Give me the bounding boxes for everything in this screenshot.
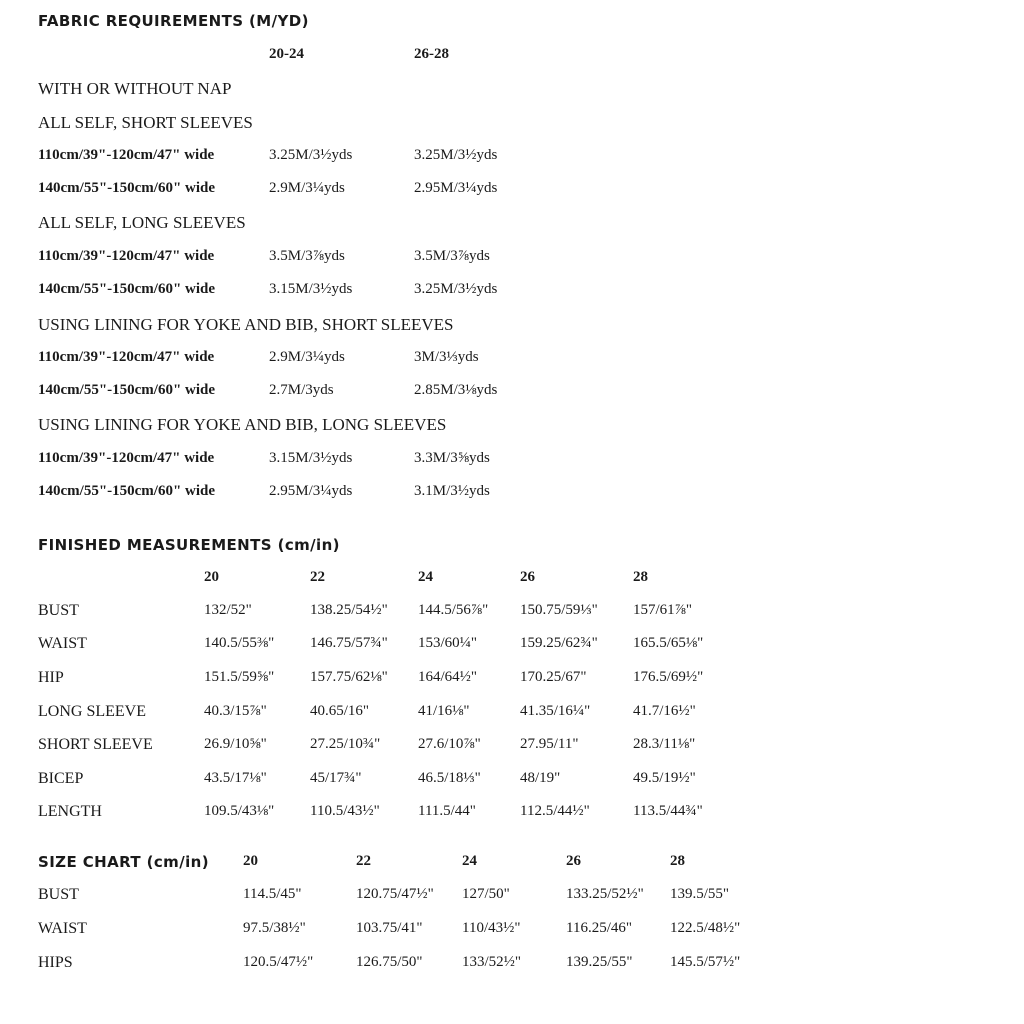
- fabric-value: 3.25M/3½yds: [269, 147, 353, 163]
- finished-size-head: 24: [418, 569, 433, 585]
- size-chart-value: 122.5/48½": [670, 920, 741, 936]
- fabric-value: 3.25M/3½yds: [414, 147, 498, 163]
- finished-value: 164/64½": [418, 669, 478, 685]
- finished-value: 27.6/10⅞": [418, 736, 481, 752]
- finished-value: 48/19": [520, 770, 561, 786]
- fabric-row-label: 140cm/55"-150cm/60" wide: [38, 382, 216, 398]
- finished-value: 176.5/69½": [633, 669, 704, 685]
- finished-value: 113.5/44¾": [633, 803, 703, 819]
- size-chart-value: 110/43½": [462, 920, 521, 936]
- finished-value: 27.25/10¾": [310, 736, 381, 752]
- finished-value: 144.5/56⅞": [418, 602, 489, 618]
- nap-note: WITH OR WITHOUT NAP: [38, 79, 232, 98]
- size-chart-value: 133/52½": [462, 954, 522, 970]
- finished-value: 157.75/62⅛": [310, 669, 388, 685]
- finished-value: 170.25/67": [520, 669, 587, 685]
- fabric-value: 2.85M/3⅛yds: [414, 382, 498, 398]
- finished-value: 41/16⅛": [418, 703, 470, 719]
- size-chart-size-head: 22: [356, 853, 371, 869]
- fabric-value: 2.9M/3¼yds: [269, 180, 345, 196]
- finished-value: 140.5/55⅜": [204, 635, 275, 651]
- finished-value: 157/61⅞": [633, 602, 693, 618]
- finished-value: 132/52": [204, 602, 252, 618]
- size-chart-size-head: 28: [670, 853, 685, 869]
- finished-value: 110.5/43½": [310, 803, 380, 819]
- fabric-value: 2.95M/3¼yds: [414, 180, 498, 196]
- size-chart-row-label-bust: BUST: [38, 886, 79, 903]
- finished-row-label-waist: WAIST: [38, 635, 87, 652]
- size-chart-size-head: 26: [566, 853, 581, 869]
- fabric-row-label: 140cm/55"-150cm/60" wide: [38, 180, 216, 196]
- fabric-value: 3.1M/3½yds: [414, 483, 490, 499]
- size-chart-row-label-hips: HIPS: [38, 954, 73, 971]
- finished-row-label-bicep: BICEP: [38, 770, 84, 787]
- size-chart-value: 120.5/47½": [243, 954, 314, 970]
- fabric-group-title: ALL SELF, LONG SLEEVES: [38, 213, 246, 232]
- fabric-row-label: 110cm/39"-120cm/47" wide: [38, 450, 215, 466]
- finished-measurements-heading: FINISHED MEASUREMENTS (cm/in): [38, 536, 340, 554]
- finished-value: 43.5/17⅛": [204, 770, 267, 786]
- fabric-row-label: 110cm/39"-120cm/47" wide: [38, 349, 215, 365]
- finished-value: 138.25/54½": [310, 602, 388, 618]
- fabric-value: 3.15M/3½yds: [269, 450, 353, 466]
- size-chart-value: 127/50": [462, 886, 510, 902]
- fabric-group-title: USING LINING FOR YOKE AND BIB, LONG SLEEVES: [38, 415, 447, 434]
- finished-value: 112.5/44½": [520, 803, 590, 819]
- fabric-col-head-20-24: 20-24: [269, 46, 304, 62]
- size-chart-value: 139.25/55": [566, 954, 633, 970]
- finished-value: 165.5/65⅛": [633, 635, 704, 651]
- size-chart-value: 103.75/41": [356, 920, 423, 936]
- finished-value: 26.9/10⅝": [204, 736, 267, 752]
- fabric-value: 2.9M/3¼yds: [269, 349, 345, 365]
- finished-value: 28.3/11⅛": [633, 736, 696, 752]
- size-chart-value: 120.75/47½": [356, 886, 434, 902]
- finished-value: 153/60¼": [418, 635, 478, 651]
- finished-value: 41.35/16¼": [520, 703, 591, 719]
- size-chart-value: 126.75/50": [356, 954, 423, 970]
- size-chart-value: 114.5/45": [243, 886, 302, 902]
- size-chart-size-head: 20: [243, 853, 258, 869]
- finished-value: 111.5/44": [418, 803, 476, 819]
- finished-size-head: 22: [310, 569, 325, 585]
- finished-value: 40.3/15⅞": [204, 703, 267, 719]
- finished-row-label-hip: HIP: [38, 669, 64, 686]
- fabric-requirements-heading: FABRIC REQUIREMENTS (M/YD): [38, 12, 309, 30]
- size-chart-size-head: 24: [462, 853, 477, 869]
- finished-size-head: 26: [520, 569, 535, 585]
- fabric-group-title: USING LINING FOR YOKE AND BIB, SHORT SLEEVES: [38, 315, 454, 334]
- finished-value: 40.65/16": [310, 703, 370, 719]
- size-chart-value: 133.25/52½": [566, 886, 644, 902]
- size-chart-row-label-waist: WAIST: [38, 920, 87, 937]
- finished-value: 49.5/19½": [633, 770, 696, 786]
- fabric-group-title: ALL SELF, SHORT SLEEVES: [38, 113, 253, 132]
- finished-size-head: 28: [633, 569, 648, 585]
- fabric-value: 3.5M/3⅞yds: [269, 248, 345, 264]
- finished-value: 41.7/16½": [633, 703, 696, 719]
- size-chart-value: 145.5/57½": [670, 954, 741, 970]
- fabric-col-head-26-28: 26-28: [414, 46, 449, 62]
- fabric-value: 3.5M/3⅞yds: [414, 248, 490, 264]
- finished-value: 46.5/18⅓": [418, 770, 481, 786]
- fabric-row-label: 140cm/55"-150cm/60" wide: [38, 483, 216, 499]
- finished-value: 150.75/59⅓": [520, 602, 598, 618]
- finished-value: 109.5/43⅛": [204, 803, 275, 819]
- fabric-row-label: 110cm/39"-120cm/47" wide: [38, 147, 215, 163]
- size-chart-value: 116.25/46": [566, 920, 632, 936]
- fabric-value: 2.95M/3¼yds: [269, 483, 353, 499]
- size-chart-value: 139.5/55": [670, 886, 730, 902]
- finished-value: 146.75/57¾": [310, 635, 388, 651]
- fabric-value: 3.15M/3½yds: [269, 281, 353, 297]
- size-chart-heading: SIZE CHART (cm/in): [38, 853, 209, 871]
- fabric-value: 2.7M/3yds: [269, 382, 334, 398]
- fabric-value: 3M/3⅓yds: [414, 349, 479, 365]
- finished-value: 45/17¾": [310, 770, 362, 786]
- finished-row-label-bust: BUST: [38, 602, 79, 619]
- fabric-row-label: 140cm/55"-150cm/60" wide: [38, 281, 216, 297]
- finished-value: 159.25/62¾": [520, 635, 598, 651]
- finished-size-head: 20: [204, 569, 219, 585]
- finished-row-label-short-sleeve: SHORT SLEEVE: [38, 736, 153, 753]
- fabric-value: 3.3M/3⅝yds: [414, 450, 490, 466]
- fabric-row-label: 110cm/39"-120cm/47" wide: [38, 248, 215, 264]
- fabric-value: 3.25M/3½yds: [414, 281, 498, 297]
- finished-row-label-long-sleeve: LONG SLEEVE: [38, 703, 146, 720]
- size-chart-value: 97.5/38½": [243, 920, 306, 936]
- finished-value: 151.5/59⅝": [204, 669, 275, 685]
- finished-value: 27.95/11": [520, 736, 579, 752]
- finished-row-label-length: LENGTH: [38, 803, 102, 820]
